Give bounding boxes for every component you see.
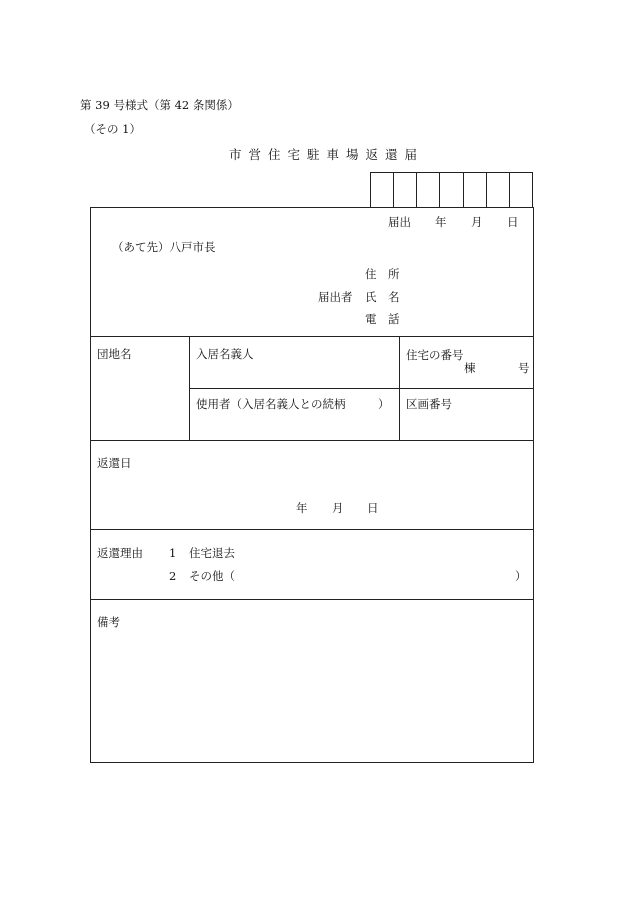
receipt-number-boxes bbox=[370, 172, 533, 207]
receipt-box[interactable] bbox=[486, 173, 509, 207]
reason-option-2-number: 2 bbox=[169, 569, 177, 583]
document-title: 市営住宅駐車場返還届 bbox=[229, 147, 425, 162]
divider bbox=[91, 529, 533, 530]
return-date-day: 日 bbox=[367, 501, 379, 515]
return-reason-label: 返還理由 bbox=[97, 546, 143, 560]
receipt-box[interactable] bbox=[416, 173, 439, 207]
user-label-close: ） bbox=[378, 397, 390, 411]
lot-number-label: 区画番号 bbox=[406, 397, 452, 411]
name-label: 氏 名 bbox=[365, 290, 400, 304]
divider bbox=[91, 336, 533, 337]
applicant-label: 届出者 bbox=[318, 290, 353, 304]
number-label: 号 bbox=[518, 361, 530, 375]
date-day: 日 bbox=[507, 215, 519, 229]
receipt-box[interactable] bbox=[439, 173, 462, 207]
divider bbox=[91, 440, 533, 441]
tenant-name-label: 入居名義人 bbox=[196, 347, 254, 361]
reason-option-1-text: 住宅退去 bbox=[189, 546, 235, 560]
date-year: 年 bbox=[435, 215, 447, 229]
address-label: 住 所 bbox=[365, 267, 400, 281]
divider bbox=[399, 336, 400, 440]
return-date-year: 年 bbox=[296, 501, 308, 515]
reason-option-1-number: 1 bbox=[169, 546, 177, 560]
receipt-box[interactable] bbox=[463, 173, 486, 207]
form-frame bbox=[90, 207, 534, 763]
receipt-box[interactable] bbox=[371, 173, 393, 207]
user-label: 使用者（入居名義人との続柄 bbox=[196, 397, 346, 411]
addressee: （あて先）八戸市長 bbox=[112, 240, 216, 254]
building-label: 棟 bbox=[464, 361, 476, 375]
receipt-box[interactable] bbox=[393, 173, 416, 207]
sub-number: （その 1） bbox=[84, 122, 141, 136]
date-month: 月 bbox=[471, 215, 483, 229]
remarks-label: 備考 bbox=[97, 615, 120, 629]
divider bbox=[91, 599, 533, 600]
phone-label: 電 話 bbox=[365, 312, 400, 326]
house-number-label: 住宅の番号 bbox=[406, 348, 464, 362]
return-date-month: 月 bbox=[332, 501, 344, 515]
return-date-label: 返還日 bbox=[97, 456, 132, 470]
reason-option-2-text: その他（ bbox=[189, 569, 235, 583]
date-prefix: 届出 bbox=[388, 215, 411, 229]
reason-option-2-close: ） bbox=[515, 569, 527, 583]
receipt-box[interactable] bbox=[509, 173, 532, 207]
divider bbox=[189, 336, 190, 440]
form-number: 第 39 号様式（第 42 条関係） bbox=[80, 98, 239, 112]
estate-name-label: 団地名 bbox=[97, 347, 132, 361]
divider bbox=[189, 388, 533, 389]
